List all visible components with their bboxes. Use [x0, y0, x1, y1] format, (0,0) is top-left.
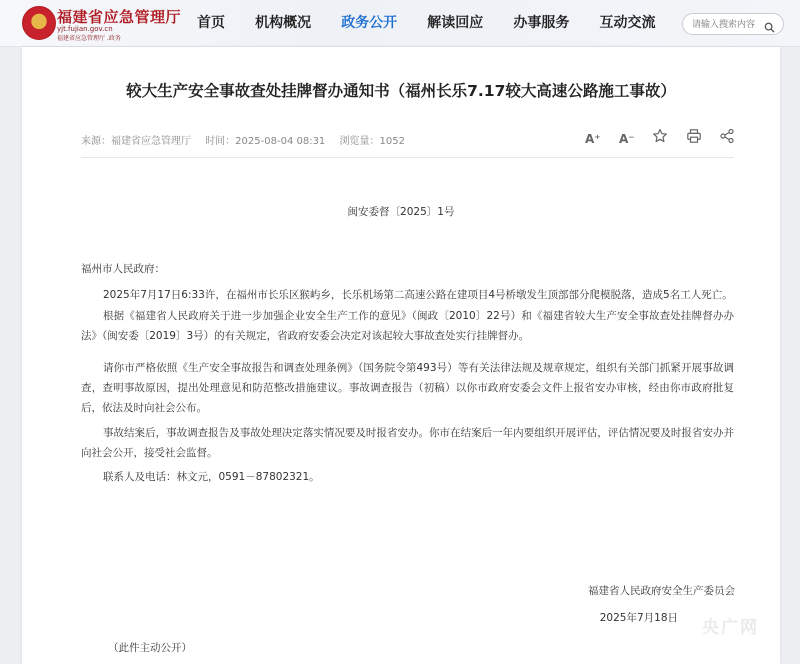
font-increase-icon[interactable] — [585, 128, 603, 146]
watermark: 央广网 — [702, 618, 759, 638]
document-number: 闽安委督〔2025〕1号 — [347, 206, 455, 218]
emblem-icon — [22, 6, 56, 40]
nav-item-home[interactable]: 首页 — [197, 15, 225, 31]
article-container — [22, 47, 780, 664]
addressee: 福州市人民政府： — [81, 263, 165, 275]
nav-item-gov-affairs[interactable]: 政务公开 — [341, 15, 398, 31]
paragraph: 事故结案后，事故调查报告及事故处理决定落实情况要及时报省安办。你市在结案后一年内要组织开展评估，评估情况要及时报省安办并向社会公开，接受社会监督。 — [81, 427, 734, 459]
article-title: 较大生产安全事故查处挂牌督办通知书（福州长乐7.17较大高速公路施工事故） — [126, 82, 676, 100]
search-input[interactable] — [692, 17, 762, 31]
meta-source: 来源：福建省应急管理厅 — [81, 136, 191, 147]
print-icon[interactable] — [686, 128, 704, 146]
contact-info: 联系人及电话：林文元，0591－87802321。 — [103, 471, 320, 483]
site-url: yjt.fujian.gov.cn — [57, 25, 113, 33]
site-name: 福建省应急管理厅 — [57, 8, 182, 26]
search-box — [682, 13, 784, 35]
nav-item-interpretation[interactable]: 解读回应 — [427, 15, 484, 31]
site-header — [0, 0, 800, 47]
nav-item-about[interactable]: 机构概况 — [255, 15, 312, 31]
search-icon[interactable] — [764, 18, 775, 29]
font-decrease-icon[interactable] — [619, 128, 637, 146]
paragraph: 2025年7月17日6:33许，在福州市长乐区猴屿乡，长乐机场第二高速公路在建项目4号桥墩发生顶部部分爬模脱落，造成5名工人死亡。 — [103, 289, 733, 301]
meta-divider — [81, 157, 734, 158]
site-logo[interactable] — [22, 6, 182, 40]
font-increase-label: A⁺ — [585, 132, 601, 146]
share-icon[interactable] — [719, 128, 737, 146]
font-decrease-label: A⁻ — [619, 132, 635, 146]
nav-item-services[interactable]: 办事服务 — [513, 15, 570, 31]
article-meta — [81, 132, 416, 147]
paragraph: 请你市严格依照《生产安全事故报告和调查处理条例》（国务院令第493号）等有关法律法规及规章规定，组织有关部门抓紧开展事故调查，查明事故原因，提出处理意见和防范整改措施建议。事故调查报告（初稿）以你市政府安委会文件上报省安办审核，经由你市政府批复后，依法及时向社会公布。 — [81, 362, 734, 414]
signature-date: 2025年7月18日 — [599, 612, 678, 624]
nav-item-interaction[interactable]: 互动交流 — [599, 15, 656, 31]
star-icon[interactable] — [652, 128, 670, 146]
meta-time: 时间：2025-08-04 08:31 — [205, 136, 326, 147]
disclosure-note: （此件主动公开） — [108, 642, 192, 654]
paragraph: 根据《福建省人民政府关于进一步加强企业安全生产工作的意见》（闽政〔2010〕22号）和《福建省较大生产安全事故查处挂牌督办办法》（闽安委〔2019〕3号）的有关规定，省政府安委会决定对该起较大事故查处实行挂牌督办。 — [81, 310, 734, 342]
site-subtitle: 福建省应急管理厅 .政务 — [57, 35, 121, 42]
signature-org: 福建省人民政府安全生产委员会 — [588, 585, 735, 597]
meta-views: 浏览量：1052 — [339, 136, 405, 147]
